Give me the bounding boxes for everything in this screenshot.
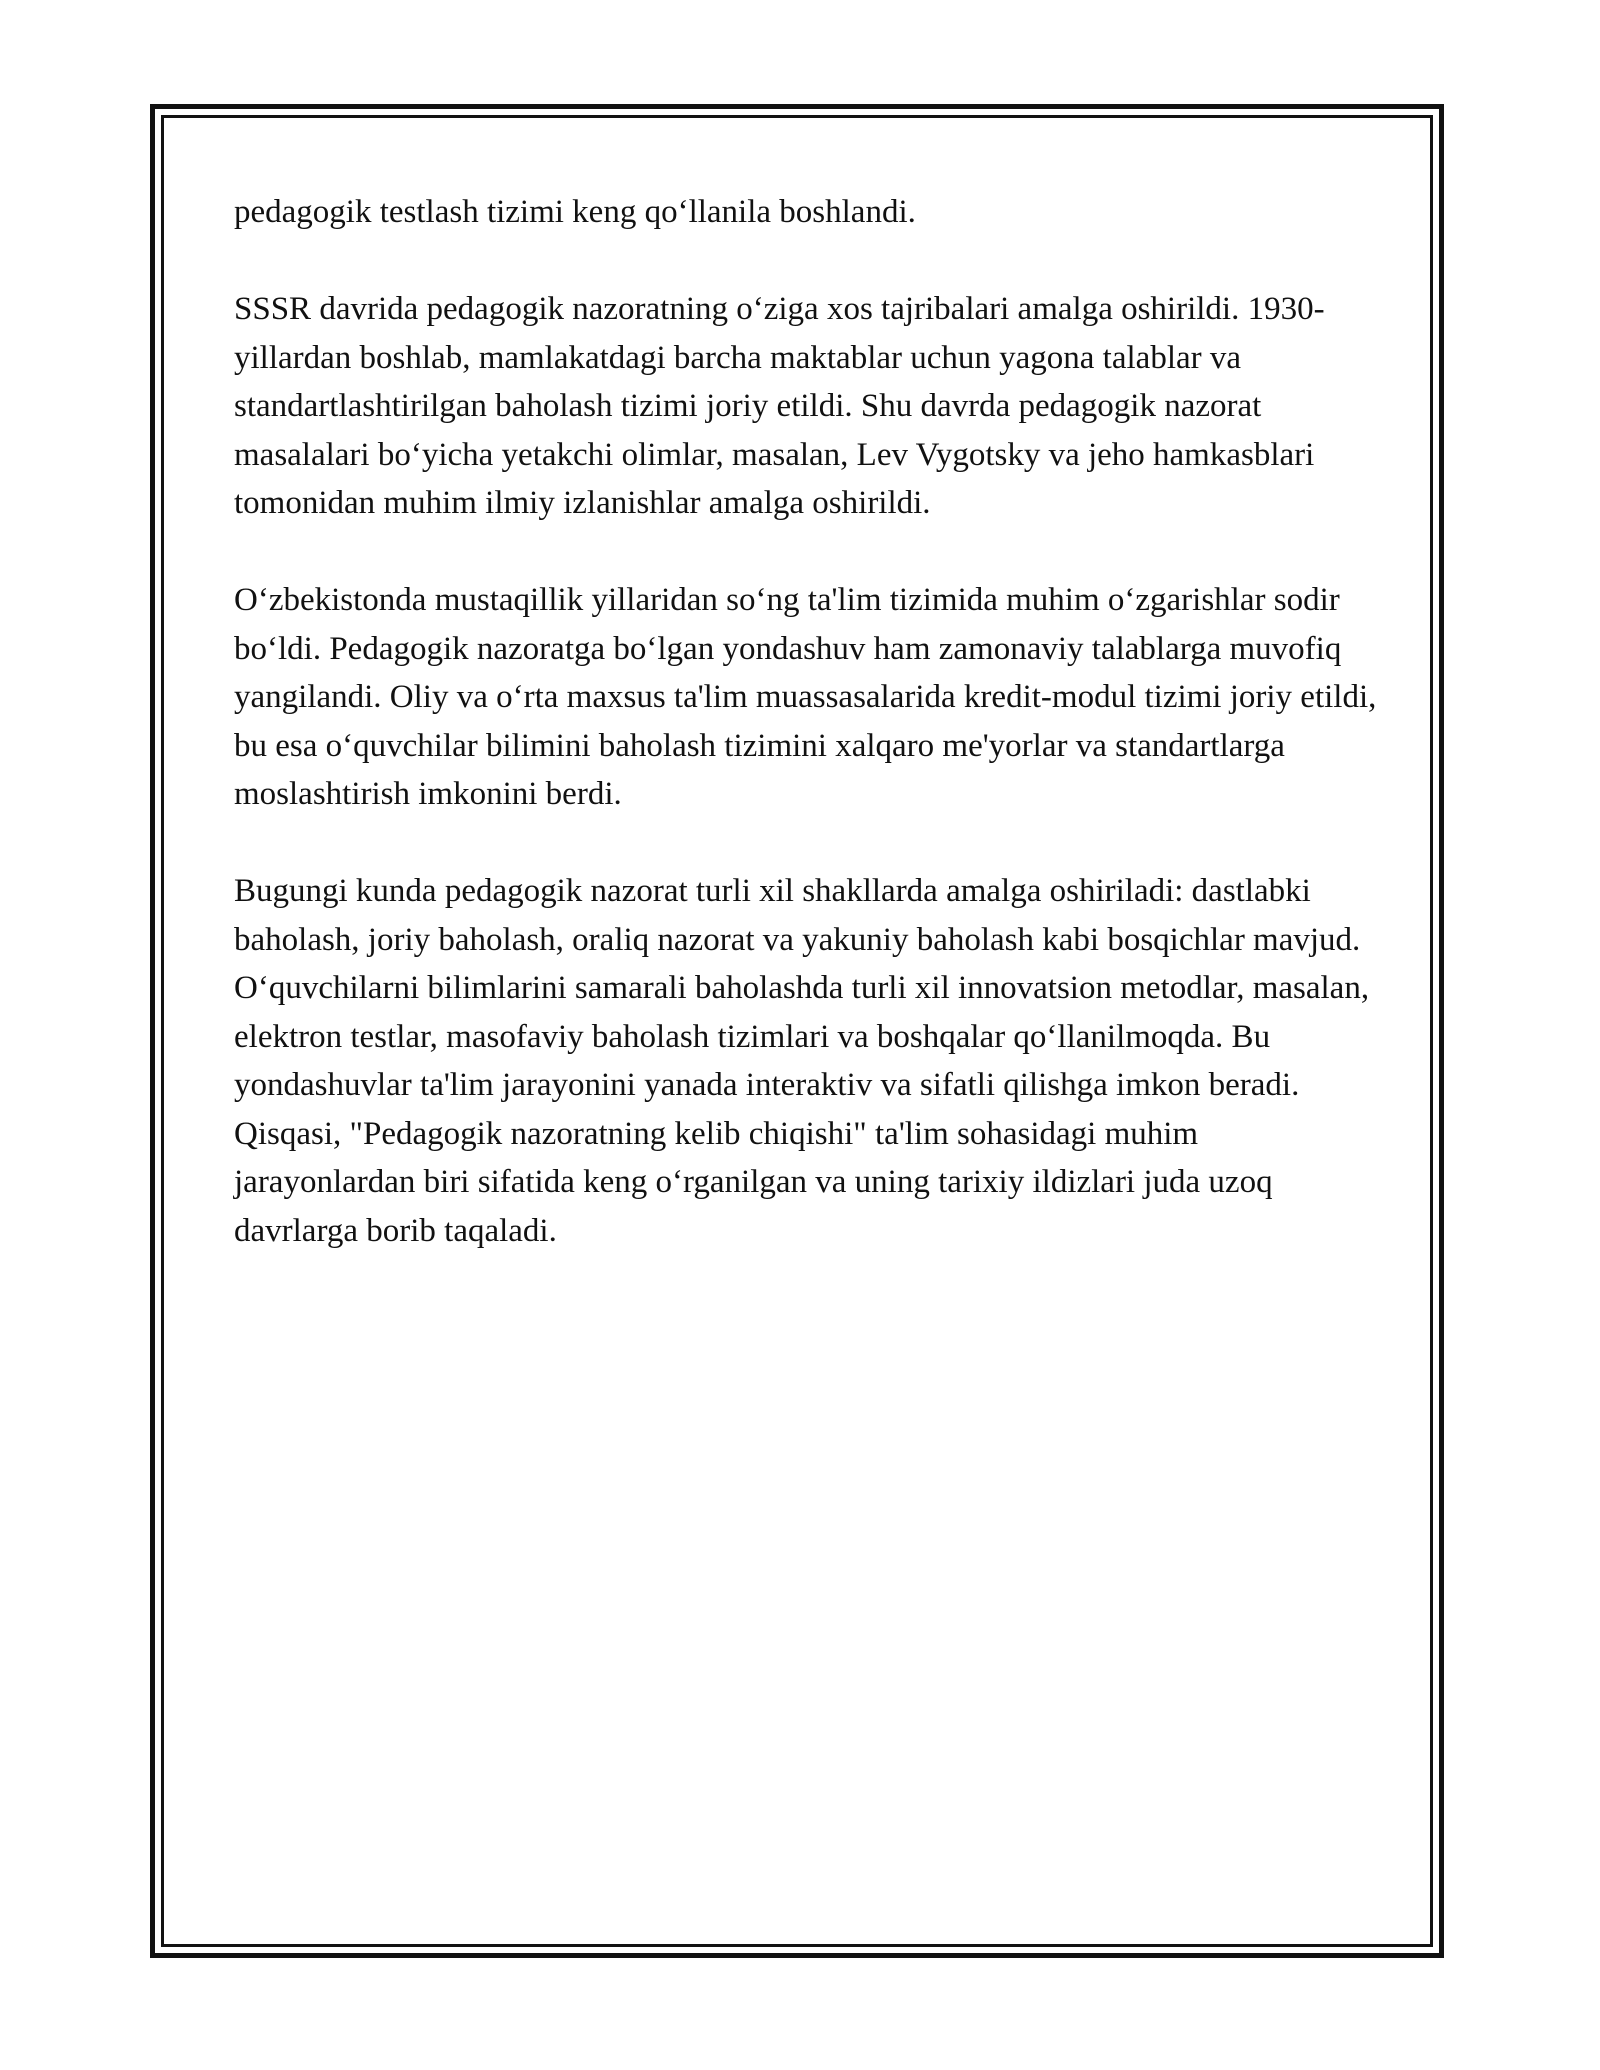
paragraph-continuation: pedagogik testlash tizimi keng qo‘llanila boshlandi. [234, 194, 916, 230]
paragraph-sssr-period: SSSR davrida pedagogik nazoratning o‘ziga xos tajribalari amalga oshirildi. 1930-yillardan boshlab, mamlakatdagi barcha maktablar uchun yagona talablar va standartlashtirilgan baholash tizimi joriy etildi. Shu davrda pedagogik nazorat masalalari bo‘yicha yetakchi olimlar, masalan, Lev Vygotsky va jeho hamkasblari tomonidan muhim ilmiy izlanishlar amalga oshirildi. [234, 291, 1325, 521]
document-body [234, 188, 1384, 1304]
paragraph-uzbekistan-independence: O‘zbekistonda mustaqillik yillaridan so‘ng ta'lim tizimida muhim o‘zgarishlar sodir bo‘ldi. Pedagogik nazoratga bo‘lgan yondashuv ham zamonaviy talablarga muvofiq yangilandi. Oliy va o‘rta maxsus ta'lim muassasalarida kredit-modul tizimi joriy etildi, bu esa o‘quvchilar bilimini baholash tizimini xalqaro me'yorlar va standartlarga moslashtirish imkonini berdi. [234, 582, 1377, 812]
paragraph-current-forms: Bugungi kunda pedagogik nazorat turli xil shakllarda amalga oshiriladi: dastlabki baholash, joriy baholash, oraliq nazorat va yakuniy baholash kabi bosqichlar mavjud. O‘quvchilarni bilimlarini samarali baholashda turli xil innovatsion metodlar, masalan, elektron testlar, masofaviy baholash tizimlari va boshqalar qo‘llanilmoqda. Bu yondashuvlar ta'lim jarayonini yanada interaktiv va sifatli qilishga imkon beradi. Qisqasi, "Pedagogik nazoratning kelib chiqishi" ta'lim sohasidagi muhim jarayonlardan biri sifatida keng o‘rganilgan va uning tarixiy ildizlari juda uzoq davrlarga borib taqaladi. [234, 873, 1370, 1249]
